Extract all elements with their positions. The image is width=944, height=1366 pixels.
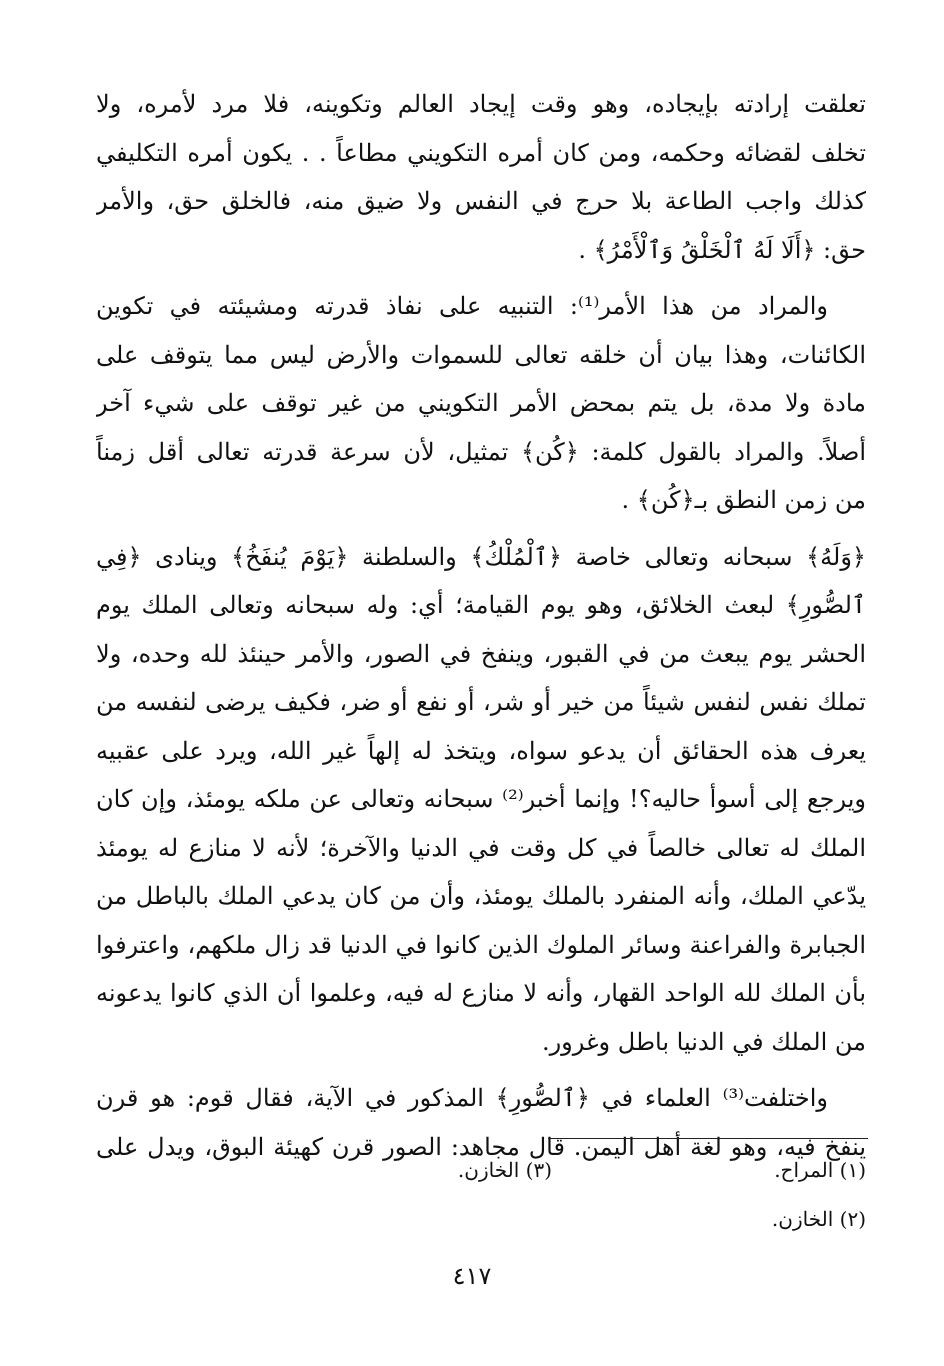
- text-line: ويرجع إلى أسوأ حاليه؟! وإنما أخبر⁽²⁾ سبحانه وتعالى عن ملكه يومئذ، وإن كان: [96, 785, 866, 813]
- text-line: والمراد من هذا الأمر⁽¹⁾: التنبيه على نفاذ قدرته ومشيئته في تكوين: [96, 292, 828, 320]
- text-line: تعلقت إرادته بإيجاده، وهو وقت إيجاد العالم وتكوينه، فلا مرد لأمره، ولا: [96, 90, 866, 118]
- paragraph-2-cont: [96, 331, 866, 525]
- text-line: الحشر يوم يبعث من في القبور، وينفخ في الصور، والأمر حينئذ لله وحده، ولا: [96, 639, 866, 668]
- text-line: مادة ولا مدة، بل يتم بمحض الأمر التكويني من غير توقف على شيء آخر: [96, 389, 866, 417]
- text-line: واختلفت⁽³⁾ العلماء في ﴿ٱلصُّورِ﴾ المذكور في الآية، فقال قوم: هو قرن: [96, 1084, 828, 1112]
- paragraph-1: [96, 80, 866, 274]
- paragraph-2: [96, 282, 866, 331]
- text-line: ينفخ فيه، وهو لغة أهل اليمن. قال مجاهد: الصور قرن كهيئة البوق، ويدل على: [96, 1132, 866, 1161]
- text-line: من الملك في الدنيا باطل وغرور.: [541, 1027, 866, 1056]
- text-line: الكائنات، وهذا بيان أن خلقه تعالى للسموات والأرض ليس مما يتوقف على: [96, 340, 866, 369]
- text-line: تملك نفس لنفس شيئاً من خير أو شر، أو نفع أو ضر، فكيف يرضى لنفسه من: [96, 688, 866, 716]
- text-line: يعرف هذه الحقائق أن يدعو سواه، ويتخذ له إلهاً غير الله، ويرد على عقبيه: [96, 736, 866, 765]
- text-line: تخلف لقضائه وحكمه، ومن كان أمره التكويني مطاعاً . . يكون أمره التكليفي: [96, 138, 866, 167]
- footnote-2: (٢) الخازن.: [771, 1207, 866, 1231]
- text-line: يدّعي الملك، وأنه المنفرد بالملك يومئذ، وأن من كان يدعي الملك بالباطل من: [96, 882, 866, 910]
- text-line: بأن الملك لله الواحد القهار، وأنه لا منازع له فيه، وعلموا أن الذي كانوا يدعونه: [96, 979, 866, 1007]
- text-line: ٱلصُّورِ﴾ لبعث الخلائق، وهو يوم القيامة؛ أي: وله سبحانه وتعالى الملك يوم: [96, 591, 866, 619]
- text-line: الجبابرة والفراعنة وسائر الملوك الذين كانوا في الدنيا قد زال ملكهم، واعترفوا: [96, 930, 866, 959]
- text-line: أصلاً. والمراد بالقول كلمة: ﴿كُن﴾ تمثيل، لأن سرعة قدرته تعالى أقل زمناً: [96, 437, 866, 466]
- text-line: الملك له تعالى خالصاً في كل وقت في الدنيا والآخرة؛ لأنه لا منازع له يومئذ: [96, 833, 866, 862]
- paragraph-4: [96, 1074, 866, 1123]
- text-line: ﴿وَلَهُ﴾ سبحانه وتعالى خاصة ﴿ٱلْمُلْكُ﴾ والسلطنة ﴿يَوْمَ يُنفَخُ﴾ وينادى ﴿فِي: [96, 542, 866, 571]
- page-number: ٤١٧: [452, 1262, 492, 1290]
- footnote-3: (٣) الخازن.: [457, 1158, 552, 1182]
- paragraph-3: [96, 533, 866, 1067]
- footnote-separator: [548, 1138, 868, 1139]
- footnote-1: (١) المراح.: [774, 1158, 866, 1182]
- text-line: حق: ﴿أَلَا لَهُ ٱلْخَلْقُ وَٱلْأَمْرُ﴾ .: [578, 235, 866, 264]
- text-line: كذلك واجب الطاعة بلا حرج في النفس ولا ضيق منه، فالخلق حق، والأمر: [96, 187, 866, 215]
- page-body: [96, 80, 866, 1171]
- text-line: من زمن النطق بـ﴿كُن﴾ .: [621, 486, 866, 514]
